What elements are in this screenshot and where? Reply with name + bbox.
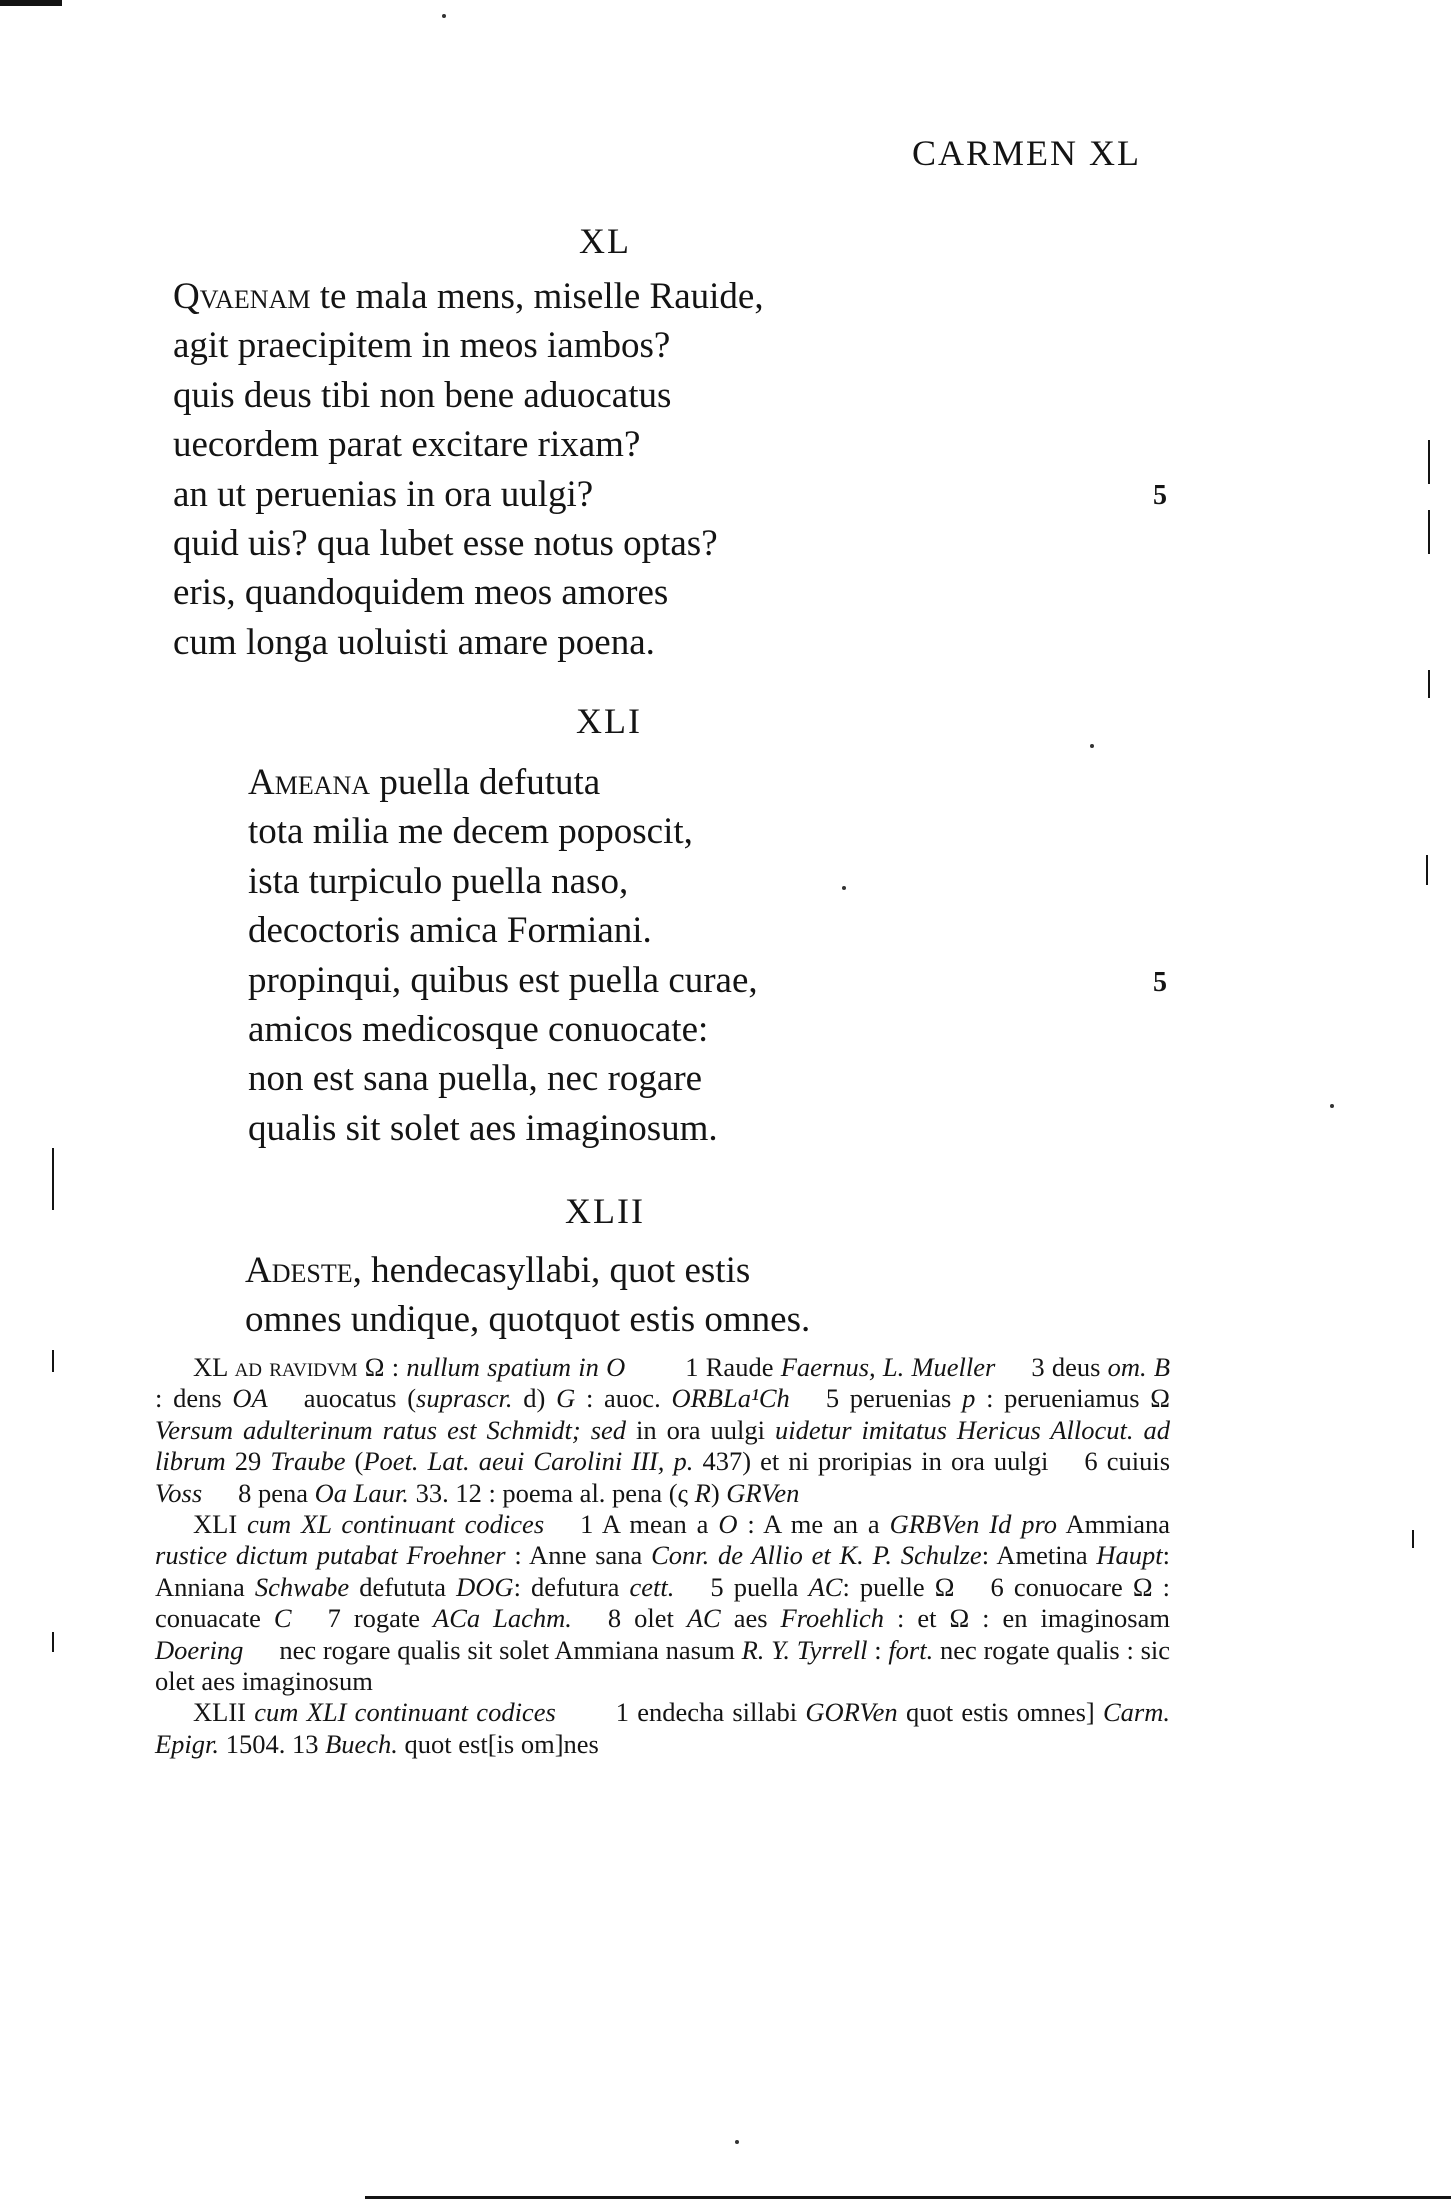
poem-title-xlii: XLII bbox=[565, 1191, 645, 1231]
right-margin-scan-mark bbox=[1426, 855, 1428, 885]
bottom-rule bbox=[365, 2196, 1451, 2199]
verse-line: Ameana puella defututa bbox=[248, 762, 601, 803]
verse-line: eris, quandoquidem meos amores bbox=[173, 572, 669, 614]
right-margin-scan-mark bbox=[1412, 1530, 1414, 1548]
opening-word: Qvaenam bbox=[173, 276, 311, 317]
running-head: CARMEN XL bbox=[912, 133, 1142, 173]
verse-line: non est sana puella, nec rogare bbox=[248, 1058, 703, 1100]
corner-scan-mark bbox=[0, 0, 62, 6]
line-number-xl: 5 bbox=[1153, 480, 1167, 511]
scan-speck bbox=[735, 2140, 739, 2144]
scan-speck bbox=[842, 886, 846, 890]
left-margin-scan-mark bbox=[52, 1148, 54, 1210]
right-margin-scan-mark bbox=[1428, 670, 1430, 698]
verse-line: qualis sit solet aes imaginosum. bbox=[248, 1107, 718, 1149]
opening-word: Adeste bbox=[245, 1250, 353, 1291]
poem-xli-text bbox=[248, 758, 758, 1153]
verse-line: omnes undique, quotquot estis omnes. bbox=[245, 1299, 811, 1341]
line-number-xli: 5 bbox=[1153, 967, 1167, 998]
critical-apparatus bbox=[155, 1352, 1170, 1760]
left-margin-scan-mark bbox=[52, 1350, 54, 1372]
verse-line: Adeste, hendecasyllabi, quot estis bbox=[245, 1250, 751, 1291]
right-margin-scan-mark bbox=[1428, 440, 1430, 484]
poem-title-xli: XLI bbox=[576, 701, 642, 741]
verse-line: agit praecipitem in meos iambos? bbox=[173, 325, 671, 367]
verse-line: Qvaenam te mala mens, miselle Rauide, bbox=[173, 276, 764, 317]
opening-word: Ameana bbox=[248, 762, 371, 803]
apparatus-entry-xli: XLI cum XL continuant codices 1 A mean a O : A me an a GRBVen Id pro Ammiana rustice dictum putabat Froehner : Anne sana Conr. de Allio et K. P. Schulze: Ametina Haupt: Anniana Schwabe defututa DOG: defutura cett. 5 puella AC: puelle Ω 6 conuocare Ω : conuacate C 7 rogate ACa Lachm. 8 olet AC aes Froehlich : et Ω : en imaginosam Doering nec rogare qualis sit solet Ammiana nasum R. Y. Tyrrell : fort. nec rogate qualis : sic olet aes imaginosum bbox=[155, 1509, 1171, 1697]
scan-speck bbox=[1090, 744, 1094, 748]
verse-line: propinqui, quibus est puella curae, bbox=[248, 959, 758, 1001]
poem-xlii-text bbox=[245, 1246, 810, 1345]
left-margin-scan-mark bbox=[52, 1632, 54, 1652]
verse-line: ista turpiculo puella naso, bbox=[248, 860, 629, 902]
scan-speck bbox=[1330, 1104, 1334, 1108]
poem-title-xl: XL bbox=[579, 221, 631, 261]
right-margin-scan-mark bbox=[1428, 510, 1430, 554]
apparatus-entry-xl: XL ad ravidvm Ω : nullum spatium in O 1 Raude Faernus, L. Mueller 3 deus om. B : dens OA auocatus (suprascr. d) G : auoc. ORBLa¹Ch 5 peruenias p : perueniamus Ω Versum adulterinum ratus est Schmidt; sed in ora uulgi uidetur imitatus Hericus Allocut. ad librum 29 Traube (Poet. Lat. aeui Carolini III, p. 437) et ni proripias in ora uulgi 6 cuiuis Voss 8 pena Oa Laur. 33. 12 : poema al. pena (ς R) GRVen bbox=[155, 1352, 1171, 1508]
verse-line: quis deus tibi non bene aduocatus bbox=[173, 374, 672, 416]
verse-line: quid uis? qua lubet esse notus optas? bbox=[173, 522, 718, 564]
scan-speck bbox=[442, 14, 446, 18]
verse-line: amicos medicosque conuocate: bbox=[248, 1008, 709, 1050]
verse-line: tota milia me decem poposcit, bbox=[248, 811, 693, 853]
verse-line: cum longa uoluisti amare poena. bbox=[173, 621, 655, 663]
apparatus-entry-xlii: XLII cum XLI continuant codices 1 endecha sillabi GORVen quot estis omnes] Carm. Epigr. 1504. 13 Buech. quot est[is om]nes bbox=[155, 1697, 1170, 1759]
poem-xl-text bbox=[173, 272, 764, 667]
verse-line: decoctoris amica Formiani. bbox=[248, 910, 652, 952]
verse-line: uecordem parat excitare rixam? bbox=[173, 424, 641, 466]
verse-line: an ut peruenias in ora uulgi? bbox=[173, 473, 594, 515]
